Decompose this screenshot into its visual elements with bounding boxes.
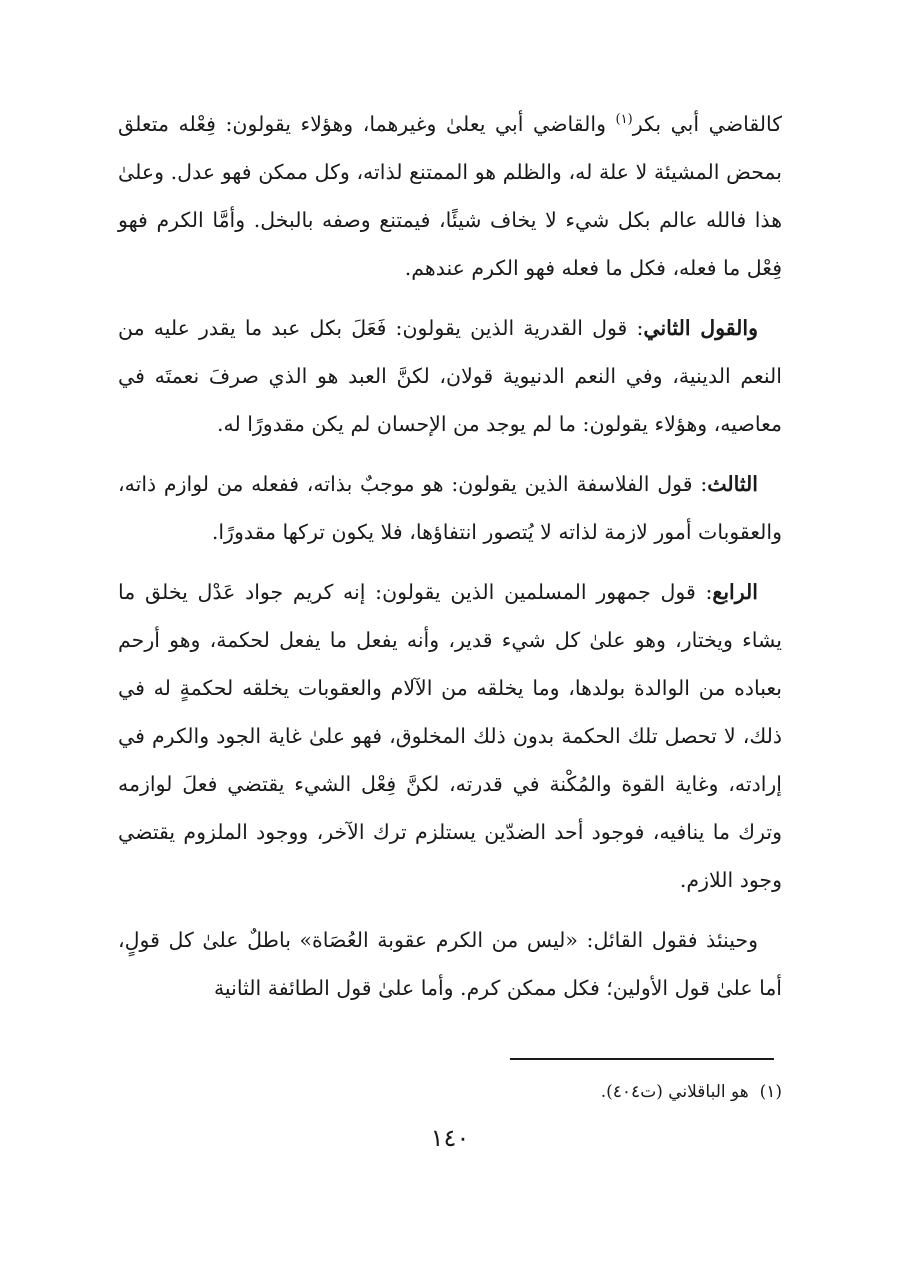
main-text bbox=[118, 100, 782, 1024]
paragraph-3-lead: الثالث bbox=[707, 472, 758, 496]
paragraph-2 bbox=[118, 304, 782, 448]
paragraph-2-lead: والقول الثاني bbox=[643, 316, 758, 340]
paragraph-1-text-b: والقاضي أبي يعلىٰ وغيرهما، وهؤلاء يقولون: فِعْله متعلق بمحض المشيئة لا علة له، والظلم هو الممتنع لذاته، وكل ممكن فهو عدل. وعلىٰ هذا فالله عالم بكل شيء لا يخاف شيئًا، فيمتنع وصفه بالبخل. وأمَّا الكرم فهو فِعْل ما فعله، فكل ما فعله فهو الكرم عندهم. bbox=[118, 112, 782, 280]
paragraph-4-text: : قول جمهور المسلمين الذين يقولون: إنه كريم جواد عَدْل يخلق ما يشاء ويختار، وهو علىٰ كل شيء قدير، وأنه يفعل ما يفعل لحكمة، وهو أرحم بعباده من الوالدة بولدها، وما يخلقه من الآلام والعقوبات يخلقه لحكمةٍ له في ذلك، لا تحصل تلك الحكمة بدون ذلك المخلوق، فهو علىٰ غاية الجود والكرم في إرادته، وغاية القوة والمُكْنة في قدرته، لكنَّ فِعْل الشيء يقتضي فعلَ لوازمه وترك ما ينافيه، فوجود أحد الضدّين يستلزم ترك الآخر، ووجود الملزوم يقتضي وجود اللازم. bbox=[118, 580, 782, 892]
footnote bbox=[122, 1078, 782, 1106]
paragraph-3-text: : قول الفلاسفة الذين يقولون: هو موجبٌ بذاته، ففعله من لوازم ذاته، والعقوبات أمور لازمة لذاته لا يُتصور انتفاؤها، فلا يكون تركها مقدورًا. bbox=[118, 472, 782, 544]
paragraph-1-text-a: كالقاضي أبي بكر bbox=[632, 112, 782, 136]
paragraph-3 bbox=[118, 460, 782, 556]
paragraph-1 bbox=[118, 100, 782, 292]
page-number: ١٤٠ bbox=[430, 1124, 470, 1152]
footnote-marker: (١) bbox=[759, 1082, 782, 1102]
paragraph-5-text: وحينئذ فقول القائل: «ليس من الكرم عقوبة العُصَاة» باطلٌ علىٰ كل قولٍ، أما علىٰ قول الأولين؛ فكل ممكن كرم. وأما علىٰ قول الطائفة الثانية bbox=[118, 928, 782, 1000]
paragraph-5 bbox=[118, 916, 782, 1012]
paragraph-4-lead: الرابع bbox=[712, 580, 758, 604]
footnote-reference[interactable]: (١) bbox=[615, 112, 633, 128]
footnote-divider bbox=[510, 1058, 774, 1060]
paragraph-2-text: : قول القدرية الذين يقولون: فَعَلَ بكل عبد ما يقدر عليه من النعم الدينية، وفي النعم الدنيوية قولان، لكنَّ العبد هو الذي صرفَ نعمتَه في معاصيه، وهؤلاء يقولون: ما لم يوجد من الإحسان لم يكن مقدورًا له. bbox=[118, 316, 782, 436]
paragraph-4 bbox=[118, 568, 782, 904]
footnote-text: هو الباقلاني (ت٤٠٤). bbox=[600, 1082, 749, 1102]
